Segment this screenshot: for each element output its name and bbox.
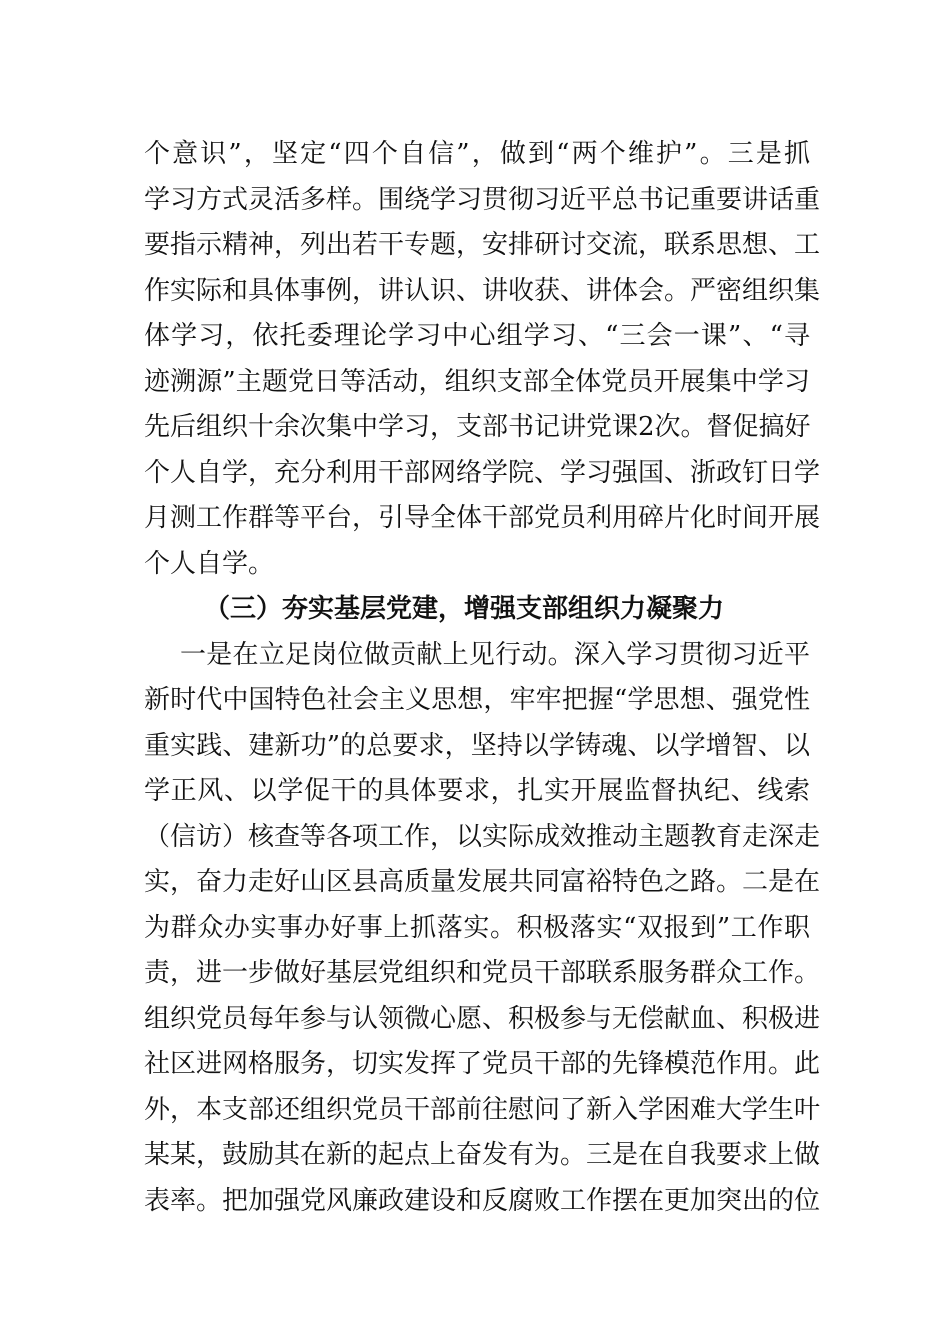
text-line: （信访）核查等各项工作，以实际成效推动主题教育走深走 — [144, 821, 821, 852]
text-line: 先后组织十余次集中学习，支部书记讲党课2次。督促搞好 — [144, 412, 811, 442]
text-line: 新时代中国特色社会主义思想，牢牢把握“学思想、强党性 — [144, 685, 810, 715]
text-line: 实，奋力走好山区县高质量发展共同富裕特色之路。二是在 — [144, 867, 821, 897]
text-line: 重实践、建新功”的总要求，坚持以学铸魂、以学增智、以 — [144, 730, 810, 761]
text-line: 一是在立足岗位做贡献上见行动。深入学习贯彻习近平 — [180, 639, 810, 670]
text-line: 社区进网格服务，切实发挥了党员干部的先锋模范作用。此 — [144, 1049, 821, 1079]
document-body — [144, 132, 821, 1224]
paragraph-learning — [144, 132, 821, 587]
text-line: 表率。把加强党风廉政建设和反腐败工作摆在更加突出的位 — [144, 1185, 821, 1216]
text-line: 个人自学。 — [144, 548, 275, 579]
text-line: 责，进一步做好基层党组织和党员干部联系服务群众工作。 — [144, 958, 821, 988]
section-heading: （三）夯实基层党建，增强支部组织力凝聚力 — [204, 594, 725, 624]
text-line: 要指示精神，列出若干专题，安排研讨交流，联系思想、工 — [144, 230, 821, 260]
text-line: 组织党员每年参与认领微心愿、积极参与无偿献血、积极进 — [144, 1003, 821, 1034]
text-line: 外，本支部还组织党员干部前往慰问了新入学困难大学生叶 — [144, 1094, 821, 1125]
text-line: 月测工作群等平台，引导全体干部党员利用碎片化时间开展 — [144, 503, 821, 533]
text-line: 个人自学，充分利用干部网络学院、学习强国、浙政钉日学 — [144, 457, 821, 488]
text-line: 学习方式灵活多样。围绕学习贯彻习近平总书记重要讲话重 — [144, 184, 821, 215]
text-line: 某某，鼓励其在新的起点上奋发有为。三是在自我要求上做 — [144, 1140, 821, 1170]
text-line: 为群众办实事办好事上抓落实。积极落实“双报到”工作职 — [144, 912, 810, 943]
text-line: 学正风、以学促干的具体要求，扎实开展监督执纪、线索 — [144, 776, 810, 806]
paragraph-party-building — [144, 633, 821, 1225]
text-line: 迹溯源”主题党日等活动，组织支部全体党员开展集中学习 — [144, 366, 810, 397]
text-line: 作实际和具体事例，讲认识、讲收获、讲体会。严密组织集 — [144, 275, 821, 306]
text-line: 个意识”，坚定“四个自信”，做到“两个维护”。三是抓 — [144, 139, 810, 169]
text-line: 体学习，依托委理论学习中心组学习、“三会一课”、“寻 — [144, 321, 810, 351]
